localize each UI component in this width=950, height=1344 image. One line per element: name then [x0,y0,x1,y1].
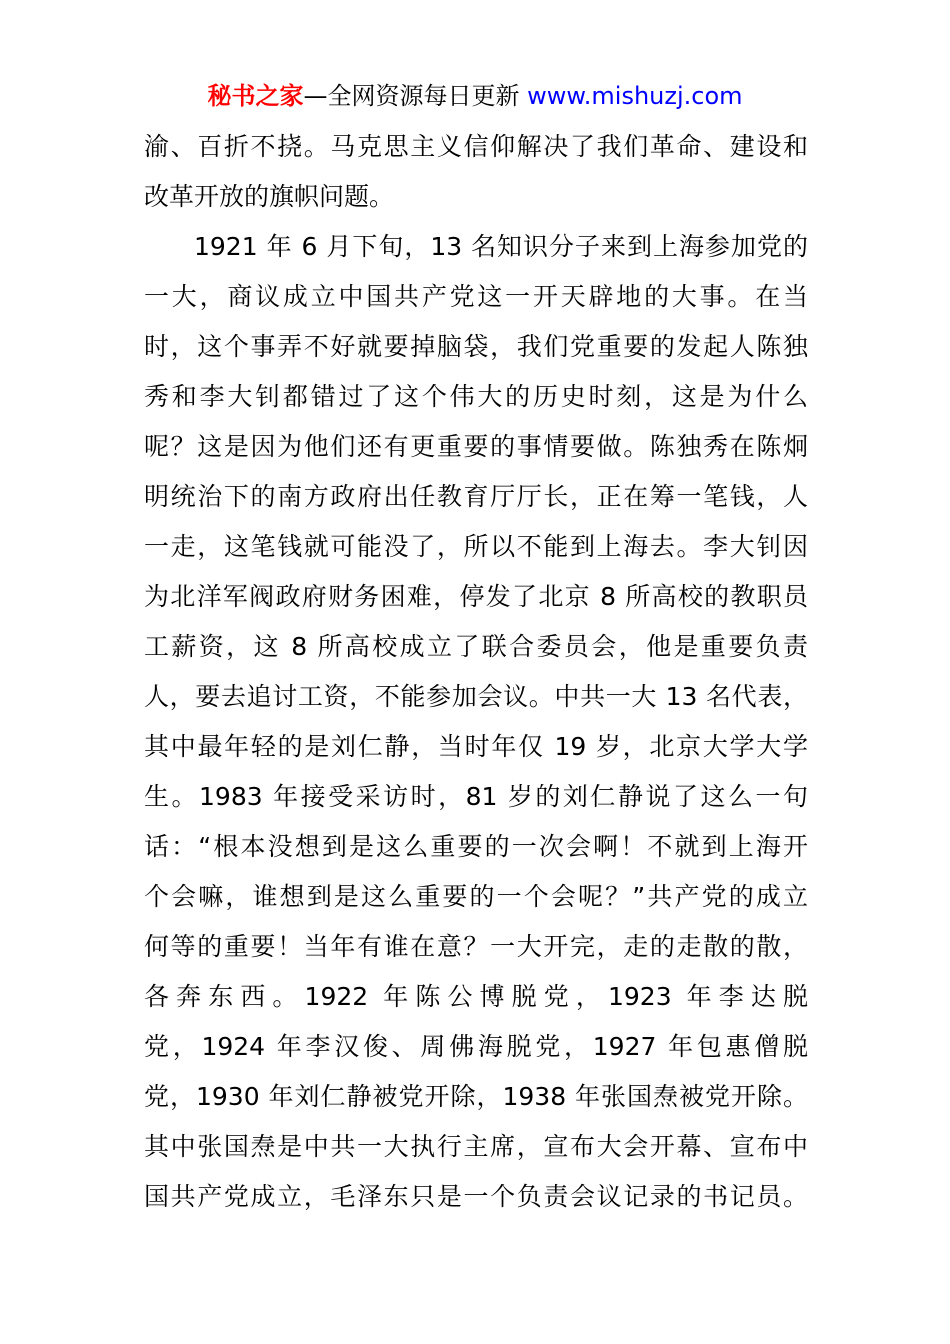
text-line: 人，要去追讨工资，不能参加会议。中共一大 13 名代表， [144,682,808,711]
text-line: 生。1983 年接受采访时，81 岁的刘仁静说了这么一句 [144,782,808,811]
text-line: 其中最年轻的是刘仁静，当时年仅 19 岁，北京大学大学 [144,732,808,761]
text-line: 个会嘛，谁想到是这么重要的一个会呢？”共产党的成立 [144,882,808,911]
text-line: 1921 年 6 月下旬，13 名知识分子来到上海参加党的 [194,232,808,261]
text-line: 国共产党成立，毛泽东只是一个负责会议记录的书记员。 [144,1182,808,1211]
text-line: 改革开放的旗帜问题。 [144,182,395,211]
page-header [0,80,950,112]
text-line: 明统治下的南方政府出任教育厅厅长，正在筹一笔钱，人 [144,482,808,511]
text-line: 时，这个事弄不好就要掉脑袋，我们党重要的发起人陈独 [144,332,808,361]
text-line: 一大，商议成立中国共产党这一开天辟地的大事。在当 [144,282,808,311]
site-url[interactable]: www.mishuzj.com [527,82,743,110]
text-line: 党，1924 年李汉俊、周佛海脱党，1927 年包惠僧脱 [144,1032,808,1061]
brand-name: 秘书之家 [207,82,304,110]
text-line: 秀和李大钊都错过了这个伟大的历史时刻，这是为什么 [144,382,808,411]
text-line: 各奔东西。1922 年陈公博脱党，1923 年李达脱 [144,982,808,1011]
text-line: 工薪资，这 8 所高校成立了联合委员会，他是重要负责 [144,632,808,661]
text-line: 何等的重要！当年有谁在意？一大开完，走的走散的散， [144,932,808,961]
text-line: 呢？这是因为他们还有更重要的事情要做。陈独秀在陈炯 [144,432,808,461]
document-body [144,122,808,1222]
text-line: 一走，这笔钱就可能没了，所以不能到上海去。李大钊因 [144,532,808,561]
text-line: 党，1930 年刘仁静被党开除，1938 年张国焘被党开除。 [144,1082,808,1111]
header-tagline: —全网资源每日更新 [303,82,520,110]
text-line: 其中张国焘是中共一大执行主席，宣布大会开幕、宣布中 [144,1132,808,1161]
text-line: 话：“根本没想到是这么重要的一次会啊！不就到上海开 [144,832,808,861]
text-line: 为北洋军阀政府财务困难，停发了北京 8 所高校的教职员 [144,582,808,611]
text-line: 渝、百折不挠。马克思主义信仰解决了我们革命、建设和 [144,132,808,161]
